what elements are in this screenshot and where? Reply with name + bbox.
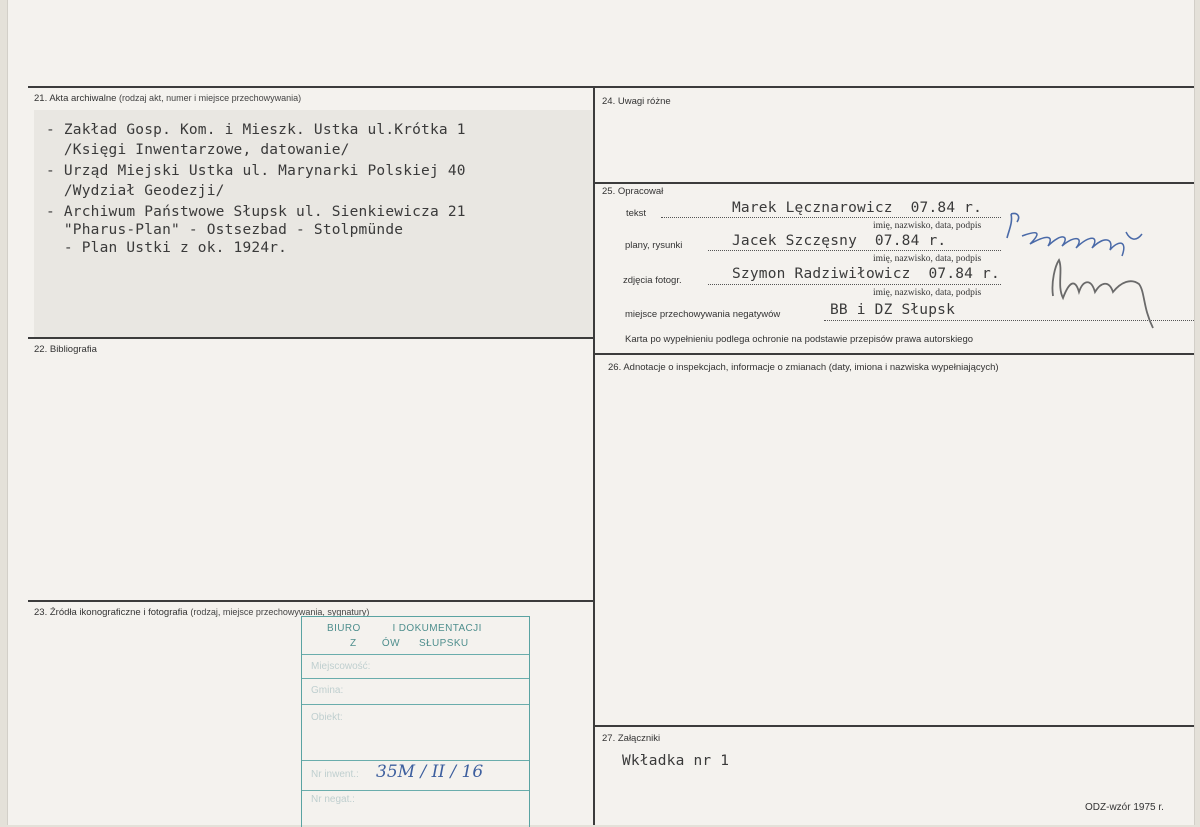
section-23-label: 23. Źródła ikonograficzne i fotografia (rodzaj, miejsce przechowywania, sygnatury) bbox=[34, 607, 370, 618]
negatives-label: miejsce przechowywania negatywów bbox=[625, 309, 781, 320]
akta-line-4: /Wydział Geodezji/ bbox=[46, 183, 225, 199]
akta-line-1: - Zakład Gosp. Kom. i Mieszk. Ustka ul.Krótka 1 bbox=[46, 122, 466, 138]
record-card bbox=[7, 0, 1195, 825]
akta-line-5: - Archiwum Państwowe Słupsk ul. Sienkiewicza 21 bbox=[46, 204, 466, 220]
stamp-rule-1 bbox=[302, 654, 529, 655]
stamp-field-nr-inwent: Nr inwent.: bbox=[311, 769, 359, 780]
opracowal-value-zdjecia: Szymon Radziwiłowicz 07.84 r. bbox=[732, 266, 1000, 282]
section-24-label: 24. Uwagi różne bbox=[602, 96, 671, 107]
opracowal-value-plany: Jacek Szczęsny 07.84 r. bbox=[732, 233, 947, 249]
opracowal-value-tekst: Marek Lęcznarowicz 07.84 r. bbox=[732, 200, 983, 216]
signature-zdjecia bbox=[1043, 252, 1161, 332]
akta-line-6: "Pharus-Plan" - Ostsezbad - Stolpmünde bbox=[46, 222, 404, 238]
section-27-label: 27. Załączniki bbox=[602, 733, 661, 744]
stamp-header-2: Z ÓW SŁUPSKU bbox=[350, 638, 469, 649]
stamp-header-1: BIURO I DOKUMENTACJI bbox=[327, 623, 482, 634]
dotline-tekst bbox=[661, 217, 1001, 218]
akta-line-2: /Księgi Inwentarzowe, datowanie/ bbox=[46, 142, 350, 158]
stamp-field-obiekt: Obiekt: bbox=[311, 712, 343, 723]
negatives-value: BB i DZ Słupsk bbox=[830, 302, 956, 318]
section-26-label: 26. Adnotacje o inspekcjach, informacje o zmianach (daty, imiona i nazwiska wypełniających) bbox=[608, 362, 999, 373]
section-25-label: 25. Opracował bbox=[602, 186, 664, 197]
opracowal-label-plany: plany, rysunki bbox=[625, 240, 683, 251]
akta-line-7: - Plan Ustki z ok. 1924r. bbox=[46, 240, 288, 256]
opracowal-label-tekst: tekst bbox=[626, 208, 647, 219]
form-code: ODZ-wzór 1975 r. bbox=[1085, 802, 1164, 813]
attachments-value: Wkładka nr 1 bbox=[622, 753, 730, 769]
rule-right-2 bbox=[593, 353, 1194, 355]
hint-plany: imię, nazwisko, data, podpis bbox=[873, 254, 982, 264]
rule-left-2 bbox=[28, 600, 595, 602]
dotline-plany bbox=[708, 250, 1001, 251]
section-21-label: 21. Akta archiwalne (rodzaj akt, numer i miejsce przechowywania) bbox=[34, 93, 302, 104]
stamp-rule-5 bbox=[302, 790, 529, 791]
archive-stamp bbox=[301, 616, 530, 827]
rule-right-1 bbox=[593, 182, 1194, 184]
akta-line-3: - Urząd Miejski Ustka ul. Marynarki Polskiej 40 bbox=[46, 163, 466, 179]
stamp-rule-3 bbox=[302, 704, 529, 705]
stamp-field-nr-negat: Nr negat.: bbox=[311, 794, 355, 805]
stamp-rule-2 bbox=[302, 678, 529, 679]
section-22-label: 22. Bibliografia bbox=[34, 344, 97, 355]
stamp-rule-4 bbox=[302, 760, 529, 761]
stamp-field-gmina: Gmina: bbox=[311, 685, 344, 696]
stamp-nr-inwent-value: 35M / II / 16 bbox=[376, 762, 484, 782]
hint-zdjecia: imię, nazwisko, data, podpis bbox=[873, 288, 982, 298]
opracowal-label-zdjecia: zdjęcia fotogr. bbox=[623, 275, 682, 286]
copyright-note: Karta po wypełnieniu podlega ochronie na podstawie przepisów prawa autorskiego bbox=[625, 334, 974, 345]
rule-center bbox=[593, 86, 595, 825]
stamp-field-miejscowosc: Miejscowość: bbox=[311, 661, 371, 672]
rule-top bbox=[28, 86, 1194, 88]
rule-left-1 bbox=[28, 337, 595, 339]
rule-right-3 bbox=[593, 725, 1194, 727]
hint-tekst: imię, nazwisko, data, podpis bbox=[873, 221, 982, 231]
dotline-zdjecia bbox=[708, 284, 1001, 285]
